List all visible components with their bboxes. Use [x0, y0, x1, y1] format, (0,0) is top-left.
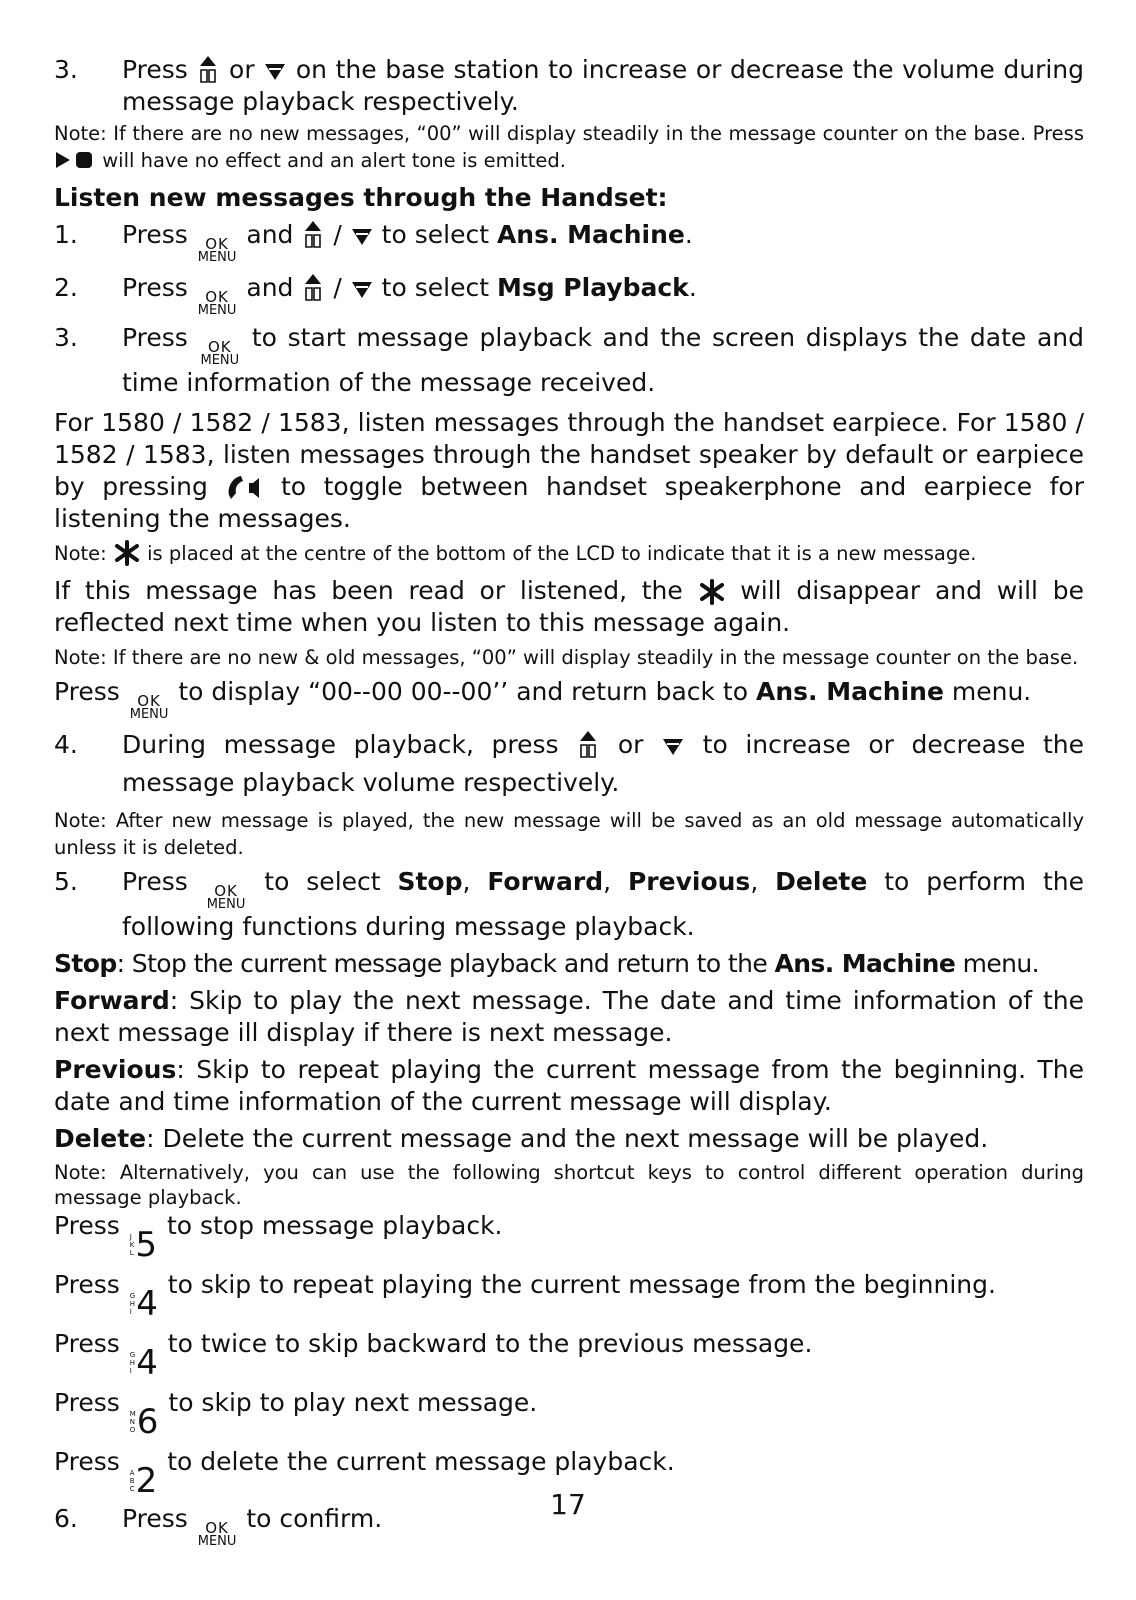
- manual-page: [54, 54, 1084, 1548]
- shortcut-row: Press M N O 6 to skip to play next message.: [54, 1388, 538, 1442]
- ok-menu-icon: OK MENU: [206, 882, 246, 912]
- note-no-new-messages: Note: If there are no new messages, “00” will display steadily in the message counter on the base. Press will have no effect and an alert tone is emitted.: [54, 122, 1084, 172]
- keypad-5-icon: J K L 5: [129, 1225, 157, 1265]
- shortcut-row: Press G H I 4 to skip to repeat playing the current message from the beginning.: [54, 1270, 996, 1324]
- note-saved-old: Note: After new message is played, the new message will be saved as an old message automatically unless it is deleted.: [54, 809, 1084, 859]
- paragraph-read-message: If this message has been read or listened, the will disappear and will be reflected next time when you listen to this message again.: [54, 576, 1084, 637]
- shortcut-row: Press A B C 2 to delete the current message playback.: [54, 1447, 675, 1501]
- ok-menu-icon: OK MENU: [197, 235, 237, 265]
- definition-stop: Stop: Stop the current message playback and return to the Ans. Machine menu.: [54, 949, 1039, 978]
- play-stop-icon: [54, 150, 96, 170]
- note-no-messages: Note: If there are no new & old messages, “00” will display steadily in the message counter on the base.: [54, 646, 1079, 669]
- down-arrow-icon: [263, 60, 287, 84]
- down-arrow-icon: [350, 225, 374, 249]
- shortcut-list: [54, 1210, 1084, 1501]
- up-phonebook-icon: [301, 219, 325, 249]
- step-2: 2. Press OK MENU and / to select Msg Playback.: [54, 273, 697, 318]
- shortcut-row: Press G H I 4 to twice to skip backward to the previous message.: [54, 1329, 813, 1383]
- note-new-message-indicator: Note: is placed at the centre of the bottom of the LCD to indicate that it is a new message.: [54, 542, 977, 565]
- ok-menu-icon: OK MENU: [200, 338, 240, 368]
- paragraph-earpiece: For 1580 / 1582 / 1583, listen messages through the handset earpiece. For 1580 / 1582 / 1583, listen messages through the handset speaker by default or earpiece by pressing to toggle between handset speakerphone and earpiece for listening the messages.: [54, 408, 1084, 533]
- definition-previous: Previous: Skip to repeat playing the current message from the beginning. The date and time information of the current message will display.: [54, 1055, 1084, 1116]
- ok-menu-icon: OK MENU: [129, 692, 169, 722]
- down-arrow-icon: [350, 278, 374, 302]
- up-phonebook-icon: [576, 729, 600, 759]
- step-6: 6. Press OK MENU to confirm.: [54, 1504, 383, 1549]
- step-3-base: 3. Press or on the base station to increase or decrease the volume during message playback respectively.: [54, 55, 1085, 116]
- new-message-star-icon: [698, 579, 726, 605]
- up-phonebook-icon: [196, 54, 220, 84]
- step-5: 5. Press OK MENU to select Stop, Forward, Previous, Delete to perform the following functions during message playback.: [54, 867, 1084, 941]
- keypad-6-icon: M N O 6: [129, 1402, 159, 1442]
- down-arrow-icon: [661, 735, 685, 759]
- paragraph-return: Press OK MENU to display “00--00 00--00’’ and return back to Ans. Machine menu.: [54, 677, 1032, 722]
- new-message-star-icon: [113, 540, 141, 566]
- definition-forward: Forward: Skip to play the next message. The date and time information of the next message ill display if there is next message.: [54, 986, 1084, 1047]
- speakerphone-icon: [225, 473, 263, 501]
- shortcut-row: Press J K L 5 to stop message playback.: [54, 1211, 503, 1265]
- note-shortcuts: Note: Alternatively, you can use the following shortcut keys to control different operation during message playback.: [54, 1161, 1084, 1209]
- keypad-4-icon: G H I 4: [129, 1343, 158, 1383]
- step-number: 3.: [54, 55, 78, 84]
- ok-menu-icon: OK MENU: [197, 288, 237, 318]
- keypad-4-icon: G H I 4: [129, 1284, 158, 1324]
- page-number: 17: [550, 1488, 586, 1521]
- up-phonebook-icon: [301, 272, 325, 302]
- step-4: 4. During message playback, press or to increase or decrease the message playback volume respectively.: [54, 730, 1085, 797]
- keypad-2-icon: A B C 2: [129, 1461, 158, 1501]
- ok-menu-icon: OK MENU: [197, 1519, 237, 1549]
- step-1: 1. Press OK MENU and / to select Ans. Machine.: [54, 220, 693, 265]
- step-3: 3. Press OK MENU to start message playback and the screen displays the date and time information of the message received.: [54, 323, 1085, 397]
- section-heading: Listen new messages through the Handset:: [54, 183, 668, 212]
- definition-delete: Delete: Delete the current message and the next message will be played.: [54, 1124, 989, 1153]
